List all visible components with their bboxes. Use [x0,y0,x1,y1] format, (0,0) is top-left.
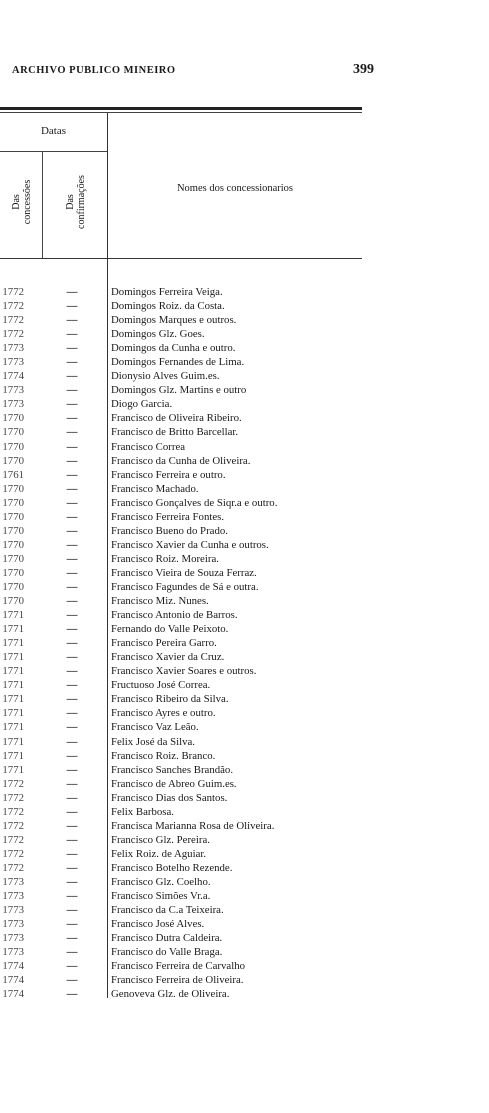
confirmation-dash: — [66,580,78,593]
year-cell: 1773 [2,904,24,917]
year-cell: 1771 [2,763,24,776]
table-row [0,411,380,425]
year-cell: 1774 [2,370,24,383]
table-row [0,425,380,439]
year-cell: 1772 [2,777,24,790]
table-row [0,763,380,777]
concessionaire-name: Francisco Glz. Pereira. [111,833,210,846]
confirmation-dash: — [66,538,78,551]
confirmation-dash: — [66,454,78,467]
concessionaire-name: Francisco de Abreo Guim.es. [111,777,237,790]
concessionaire-name: Francisco Pereira Garro. [111,637,217,650]
year-cell: 1774 [2,988,24,1001]
confirmation-dash: — [66,651,78,664]
concessionaire-name: Felix José da Silva. [111,735,195,748]
table-header-bottom-rule [0,258,362,259]
concessoes-heading: Das concessões [11,179,33,225]
confirmation-dash: — [66,665,78,678]
table-row [0,580,380,594]
concessionaire-name: Francisco Miz. Nunes. [111,595,209,608]
concessionaire-name: Dionysio Alves Guim.es. [111,370,220,383]
table-row [0,931,380,945]
confirmation-dash: — [66,609,78,622]
concessionaire-name: Domingos Glz. Goes. [111,328,205,341]
confirmation-dash: — [66,890,78,903]
concessionaire-name: Francisco Fagundes de Sá e outra. [111,580,259,593]
year-cell: 1773 [2,384,24,397]
confirmation-dash: — [66,482,78,495]
datas-underline [0,151,107,152]
confirmation-dash: — [66,314,78,327]
confirmation-dash: — [66,356,78,369]
concessionaire-name: Felix Roiz. de Aguiar. [111,847,207,860]
confirmation-dash: — [66,595,78,608]
concessionaire-name: Francisco Xavier da Cunha e outros. [111,538,269,551]
confirmation-dash: — [66,566,78,579]
confirmation-dash: — [66,384,78,397]
table-row [0,650,380,664]
concessionaire-name: Francisca Marianna Rosa de Oliveira. [111,819,275,832]
table-row [0,749,380,763]
year-cell: 1771 [2,679,24,692]
confirmation-dash: — [66,847,78,860]
confirmation-dash: — [66,426,78,439]
concessionaire-name: Francisco Vaz Leão. [111,721,199,734]
concessionaire-name: Francisco de Oliveira Ribeiro. [111,412,242,425]
year-cell: 1772 [2,805,24,818]
concessionaire-name: Diogo Garcia. [111,398,173,411]
year-cell: 1771 [2,693,24,706]
table-row [0,945,380,959]
year-cell: 1770 [2,510,24,523]
table-row [0,959,380,973]
confirmation-dash: — [66,735,78,748]
table-row [0,791,380,805]
table-row [0,454,380,468]
year-cell: 1771 [2,609,24,622]
year-cell: 1771 [2,665,24,678]
concessionaire-name: Francisco Ferreira Fontes. [111,510,225,523]
year-cell: 1771 [2,707,24,720]
table-row [0,552,380,566]
confirmation-dash: — [66,721,78,734]
concessionaire-name: Fructuoso José Correa. [111,679,211,692]
concessionaire-name: Francisco Simões Vr.a. [111,890,211,903]
year-cell: 1771 [2,623,24,636]
table-row [0,735,380,749]
year-cell: 1770 [2,552,24,565]
year-cell: 1761 [2,468,24,481]
year-cell: 1771 [2,735,24,748]
concessionaire-name: Francisco José Alves. [111,918,205,931]
year-cell: 1773 [2,356,24,369]
confirmation-dash: — [66,932,78,945]
concessionaire-name: Francisco Gonçalves de Siqr.a e outro. [111,496,278,509]
confirmation-dash: — [66,904,78,917]
concessionaire-name: Francisco Glz. Coelho. [111,875,211,888]
table-row [0,847,380,861]
year-cell: 1770 [2,496,24,509]
year-cell: 1770 [2,440,24,453]
concessionaire-name: Francisco Ferreira de Carvalho [111,960,246,973]
confirmacoes-heading: Das confirmações [65,175,87,229]
concessionaire-name: Domingos da Cunha e outro. [111,342,236,355]
year-cell: 1773 [2,946,24,959]
concessionaire-name: Francisco da Cunha de Oliveira. [111,454,251,467]
table-row [0,383,380,397]
table-row [0,538,380,552]
confirmation-dash: — [66,440,78,453]
confirmation-dash: — [66,552,78,565]
concessionaire-name: Francisco Vieira de Souza Ferraz. [111,566,257,579]
confirmation-dash: — [66,637,78,650]
table-row [0,833,380,847]
table-row [0,341,380,355]
concessionaire-name: Francisco Ayres e outro. [111,707,216,720]
confirmation-dash: — [66,875,78,888]
table-row [0,664,380,678]
year-cell: 1771 [2,721,24,734]
concessionaire-name: Francisco Bueno do Prado. [111,524,228,537]
confirmation-dash: — [66,524,78,537]
concessionaire-name: Francisco Machado. [111,482,199,495]
concessionaire-name: Francisco Dias dos Santos. [111,791,228,804]
concessionaire-name: Francisco Ferreira de Oliveira. [111,974,244,987]
confirmation-dash: — [66,763,78,776]
concessionaire-name: Francisco Xavier Soares e outros. [111,665,257,678]
concessionaire-name: Francisco Botelho Rezende. [111,861,233,874]
confirmation-dash: — [66,777,78,790]
confirmation-dash: — [66,960,78,973]
table-row [0,917,380,931]
header-rule-thin [0,112,362,113]
confirmation-dash: — [66,496,78,509]
year-cell: 1770 [2,412,24,425]
confirmation-dash: — [66,974,78,987]
year-cell: 1773 [2,875,24,888]
confirmation-dash: — [66,946,78,959]
concessionaire-name: Francisco da C.a Teixeira. [111,904,224,917]
confirmation-dash: — [66,328,78,341]
confirmation-dash: — [66,468,78,481]
concessionaire-name: Felix Barbosa. [111,805,174,818]
year-cell: 1770 [2,580,24,593]
table-row [0,496,380,510]
concessionaire-name: Domingos Roiz. da Costa. [111,300,225,313]
year-cell: 1770 [2,595,24,608]
year-cell: 1772 [2,314,24,327]
table-row [0,594,380,608]
confirmation-dash: — [66,510,78,523]
confirmation-dash: — [66,679,78,692]
journal-title: ARCHIVO PUBLICO MINEIRO [12,65,176,76]
year-cell: 1773 [2,932,24,945]
table-body [0,285,380,1001]
concessionaire-name: Fernando do Valle Peixoto. [111,623,229,636]
year-cell: 1772 [2,847,24,860]
year-cell: 1773 [2,918,24,931]
table-row [0,875,380,889]
table-row [0,369,380,383]
year-cell: 1773 [2,398,24,411]
year-cell: 1773 [2,342,24,355]
table-row [0,973,380,987]
table-row [0,805,380,819]
table-row [0,889,380,903]
table-row [0,678,380,692]
year-cell: 1772 [2,286,24,298]
concessionaire-name: Francisco Roiz. Moreira. [111,552,219,565]
confirmation-dash: — [66,861,78,874]
year-cell: 1770 [2,566,24,579]
nomes-heading: Nomes dos concessionarios [176,183,294,194]
table-row [0,903,380,917]
year-cell: 1774 [2,960,24,973]
confirmation-dash: — [66,805,78,818]
confirmation-dash: — [66,833,78,846]
table-row [0,355,380,369]
table-row [0,636,380,650]
year-cell: 1771 [2,651,24,664]
confirmation-dash: — [66,286,78,298]
confirmation-dash: — [66,398,78,411]
concessionaire-name: Francisco Ferreira e outro. [111,468,226,481]
table-row [0,608,380,622]
table-row [0,482,380,496]
table-row [0,706,380,720]
concessionaire-name: Francisco Xavier da Cruz. [111,651,225,664]
confirmation-dash: — [66,370,78,383]
table-row [0,510,380,524]
concessionaire-name: Francisco Dutra Caldeira. [111,932,223,945]
concessionaire-name: Francisco Sanches Brandão. [111,763,234,776]
year-cell: 1772 [2,861,24,874]
table-row [0,397,380,411]
concessionaire-name: Francisco do Valle Braga. [111,946,223,959]
year-cell: 1771 [2,637,24,650]
year-cell: 1772 [2,300,24,313]
year-cell: 1772 [2,791,24,804]
concessionaire-name: Francisco Roiz. Branco. [111,749,216,762]
subcolumn-divider [42,152,43,258]
table-row [0,622,380,636]
concessionaire-name: Domingos Fernandes de Lima. [111,356,245,369]
table-row [0,285,380,299]
concessionaire-name: Genoveva Glz. de Oliveira. [111,988,230,1001]
year-cell: 1770 [2,426,24,439]
year-cell: 1774 [2,974,24,987]
confirmation-dash: — [66,412,78,425]
table-row [0,299,380,313]
table-row [0,327,380,341]
concessionaire-name: Francisco Correa [111,440,186,453]
confirmation-dash: — [66,342,78,355]
year-cell: 1772 [2,819,24,832]
year-cell: 1770 [2,482,24,495]
year-cell: 1772 [2,833,24,846]
running-head [12,62,374,78]
concessionaire-name: Francisco de Britto Barcellar. [111,426,239,439]
table-row [0,819,380,833]
table-row [0,987,380,1001]
confirmation-dash: — [66,988,78,1001]
table-row [0,468,380,482]
table-row [0,440,380,454]
concessionaire-name: Francisco Ribeiro da Silva. [111,693,229,706]
year-cell: 1770 [2,454,24,467]
concessionaire-name: Domingos Glz. Martins e outro [111,384,247,397]
table-row [0,861,380,875]
datas-heading: Datas [40,125,67,137]
table-row [0,720,380,734]
confirmation-dash: — [66,749,78,762]
concessionaire-name: Domingos Ferreira Veiga. [111,286,223,298]
confirmation-dash: — [66,791,78,804]
year-cell: 1770 [2,524,24,537]
table-row [0,777,380,791]
year-cell: 1773 [2,890,24,903]
confirmation-dash: — [66,623,78,636]
confirmation-dash: — [66,300,78,313]
year-cell: 1771 [2,749,24,762]
concessionaire-name: Francisco Antonio de Barros. [111,609,238,622]
table-row [0,524,380,538]
concessionaire-name: Domingos Marques e outros. [111,314,237,327]
year-cell: 1770 [2,538,24,551]
page-number: 399 [353,62,374,77]
table-row [0,313,380,327]
table-row [0,692,380,706]
confirmation-dash: — [66,707,78,720]
header-rule-thick [0,107,362,110]
confirmation-dash: — [66,693,78,706]
confirmation-dash: — [66,819,78,832]
table-row [0,566,380,580]
year-cell: 1772 [2,328,24,341]
confirmation-dash: — [66,918,78,931]
